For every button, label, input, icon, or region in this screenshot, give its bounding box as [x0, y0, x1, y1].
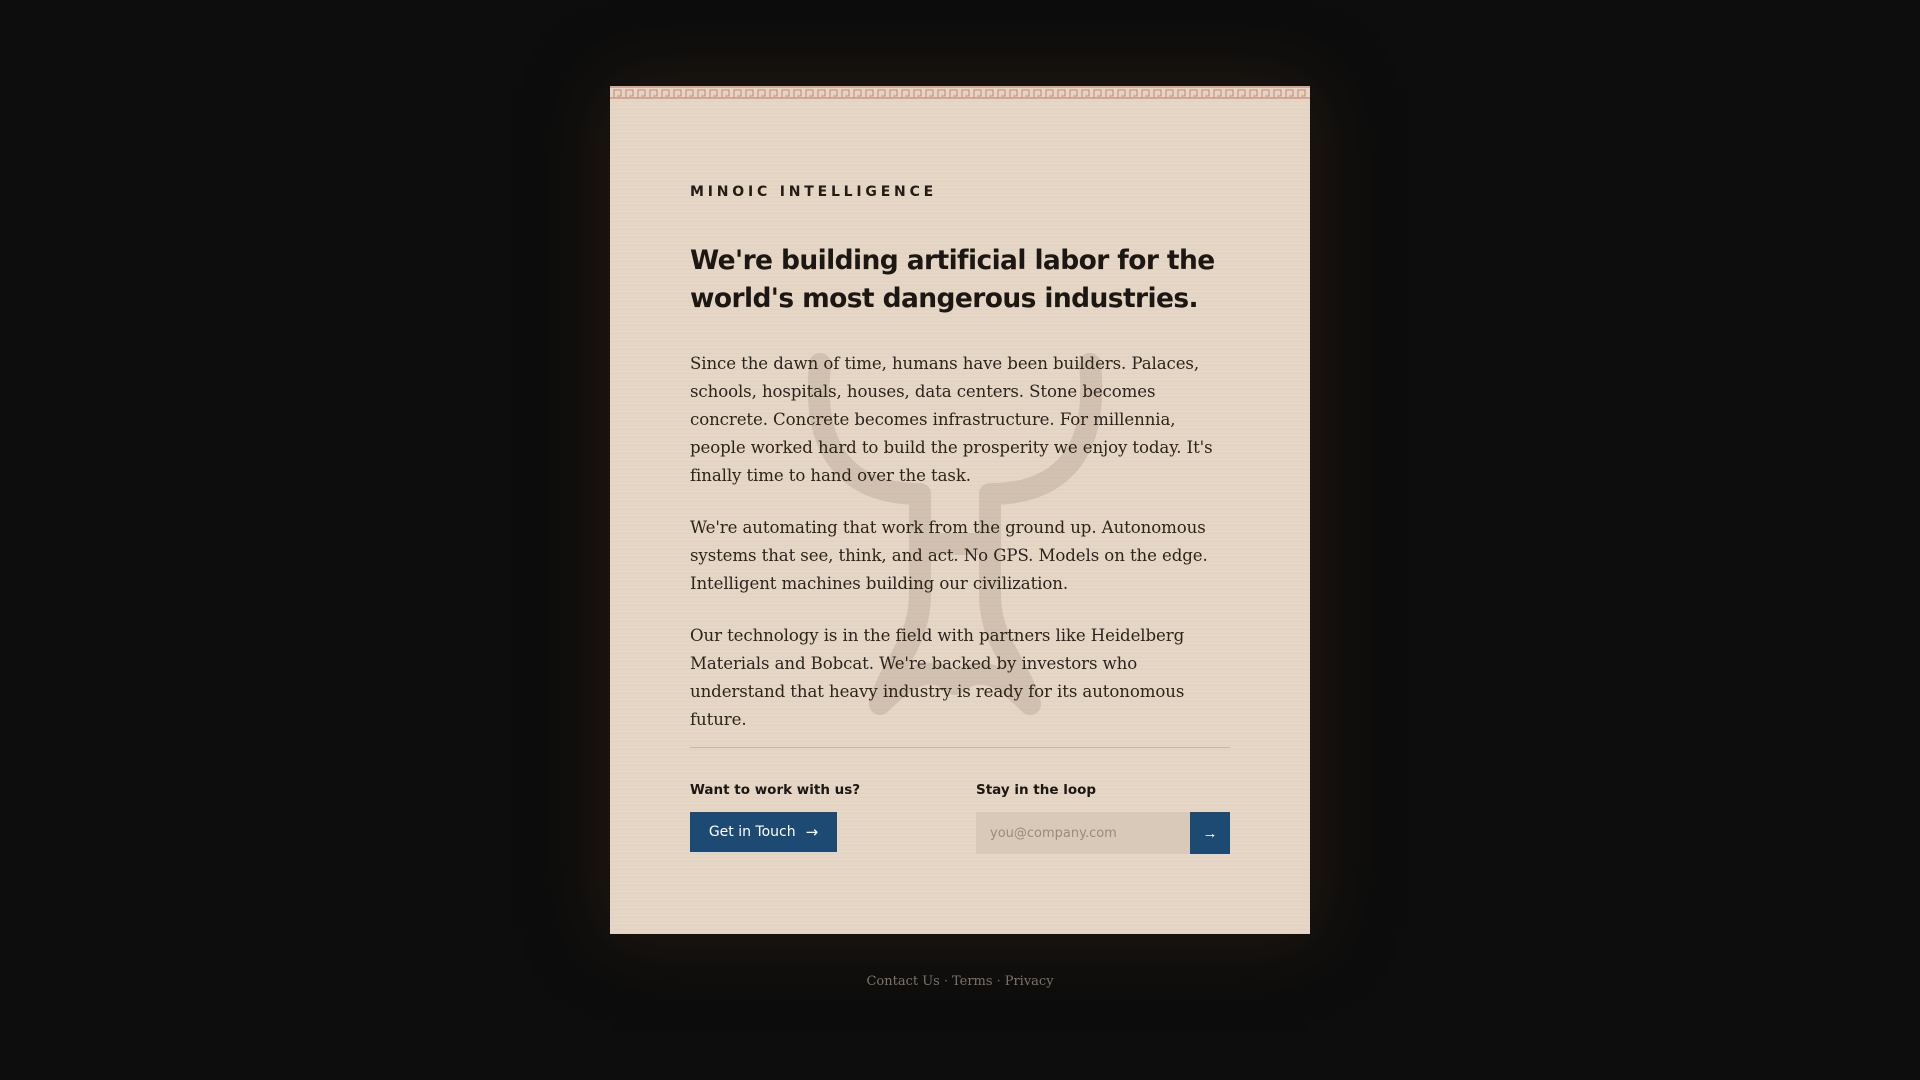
body-paragraph: We're automating that work from the ground up. Autonomous systems that see, think, and act. No GPS. Models on the edge. Intelligent machines building our civilization.	[690, 518, 1208, 593]
body-paragraph: Since the dawn of time, humans have been builders. Palaces, schools, hospitals, houses, data centers. Stone becomes concrete. Concrete becomes infrastructure. For millennia, people worked hard to build the prosperity we enjoy today. It's finally time to hand over the task.	[690, 354, 1213, 485]
section-divider	[690, 747, 1230, 748]
footer-separator: ·	[996, 974, 1001, 989]
footer-link-terms[interactable]: Terms	[951, 974, 993, 989]
subscribe-submit-button[interactable]	[1190, 812, 1230, 854]
content-card	[610, 86, 1310, 934]
brand-wordmark: MINOIC INTELLIGENCE	[690, 184, 938, 200]
body-text	[690, 350, 1230, 758]
body-paragraph: Our technology is in the field with partners like Heidelberg Materials and Bobcat. We're backed by investors who understand that heavy industry is ready for its autonomous future.	[690, 626, 1185, 729]
email-input[interactable]	[976, 812, 1190, 854]
arrow-right-icon: →	[805, 822, 819, 841]
greek-key-border-icon	[610, 86, 1310, 100]
footer-link-privacy[interactable]: Privacy	[1004, 974, 1054, 989]
page-headline: We're building artificial labor for the world's most dangerous industries.	[690, 245, 1215, 314]
newsletter-label: Stay in the loop	[976, 782, 1097, 798]
footer-links	[0, 974, 1920, 989]
footer-link-contact[interactable]: Contact Us	[866, 974, 940, 989]
arrow-right-icon: →	[1202, 824, 1218, 842]
get-in-touch-button[interactable]	[690, 812, 837, 852]
get-in-touch-label: Get in Touch	[708, 824, 796, 840]
contact-label: Want to work with us?	[690, 782, 861, 798]
footer-separator: ·	[943, 974, 948, 989]
